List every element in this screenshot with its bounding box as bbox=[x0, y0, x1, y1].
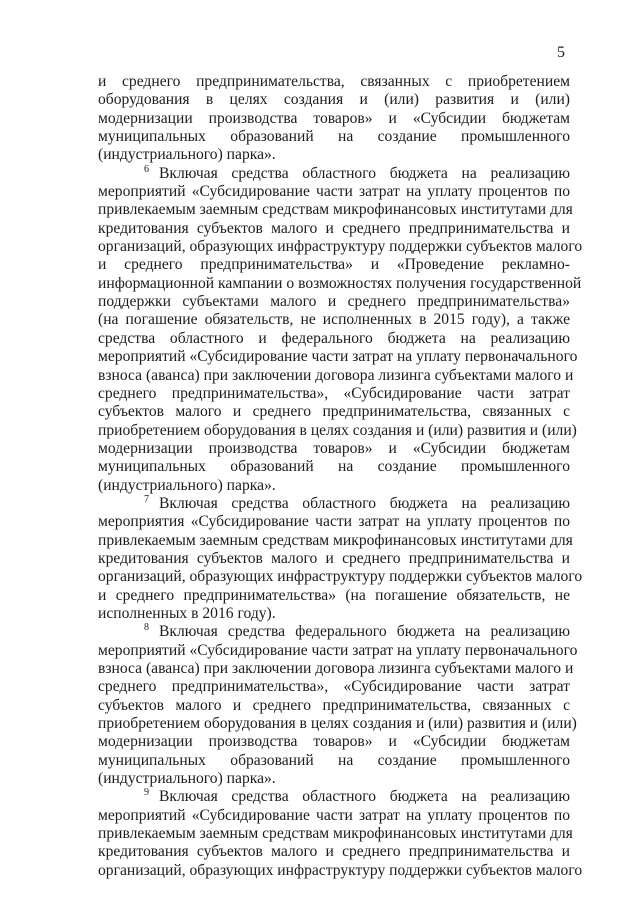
line-text: Включая средства областного бюджета на реализацию bbox=[159, 788, 570, 806]
text-line bbox=[98, 403, 570, 421]
line-text: (на погашение обязательств, не исполненных в 2015 году), а также bbox=[98, 311, 570, 329]
text-line bbox=[98, 274, 582, 293]
footnote-block bbox=[98, 787, 583, 880]
text-line bbox=[98, 605, 570, 623]
line-text: привлекаемым заемным средствам микрофинансовых институтами для bbox=[98, 531, 573, 549]
line-text: (индустриального) парка». bbox=[98, 770, 276, 788]
text-line bbox=[98, 73, 570, 91]
line-text: мероприятий «Субсидирование части затрат на уплату первоначального bbox=[98, 641, 578, 659]
line-text: (индустриального) парка». bbox=[98, 476, 276, 494]
line-text: взноса (аванса) при заключении договора лизинга субъектами малого и bbox=[98, 366, 574, 384]
text-line bbox=[98, 678, 570, 696]
text-line bbox=[98, 128, 570, 146]
footnote-marker: 7 bbox=[144, 493, 149, 505]
footnote-block bbox=[98, 163, 583, 495]
line-text: кредитования субъектов малого и среднего предпринимательства и bbox=[98, 549, 570, 567]
text-line bbox=[98, 348, 578, 366]
line-text: поддержки субъектами малого и среднего предпринимательства» bbox=[98, 293, 570, 311]
text-line bbox=[98, 293, 570, 311]
text-line bbox=[98, 531, 573, 550]
line-text: взноса (аванса) при заключении договора лизинга субъектами малого и bbox=[98, 660, 574, 677]
text-line bbox=[98, 238, 583, 256]
text-line bbox=[98, 458, 570, 476]
document-body bbox=[98, 73, 583, 880]
line-text: и среднего предпринимательства» и «Проведение рекламно- bbox=[98, 256, 570, 274]
line-text: привлекаемым заемным средствам микрофинансовых институтами для bbox=[98, 201, 573, 219]
text-line bbox=[98, 183, 570, 201]
text-line bbox=[98, 733, 570, 751]
text-line bbox=[98, 587, 570, 605]
line-text: (индустриального) парка». bbox=[98, 146, 276, 164]
line-text: привлекаемым заемным средствам микрофинансовых институтами для bbox=[98, 825, 573, 843]
footnote-block bbox=[98, 493, 583, 623]
text-line bbox=[98, 770, 570, 788]
line-text: мероприятий «Субсидирование части затрат на уплату процентов по bbox=[98, 806, 570, 824]
text-line bbox=[98, 752, 570, 770]
text-line bbox=[98, 256, 570, 274]
line-text: и среднего предпринимательства, связанных с приобретением bbox=[98, 73, 570, 90]
page-number: 5 bbox=[557, 44, 565, 61]
text-line bbox=[98, 825, 573, 843]
line-text: модернизации производства товаров» и «Субсидии бюджетам bbox=[98, 439, 570, 457]
text-line bbox=[98, 366, 574, 385]
line-text: среднего предпринимательства», «Субсидирование части затрат bbox=[98, 384, 570, 402]
text-line bbox=[98, 440, 570, 458]
line-text: средства областного и федерального бюджета на реализацию bbox=[98, 329, 570, 347]
line-text: организаций, образующих инфраструктуру поддержки субъектов малого bbox=[98, 861, 583, 879]
line-text: оборудования в целях создания и (или) развития и (или) bbox=[98, 91, 570, 109]
text-line bbox=[98, 807, 570, 825]
line-text: организаций, образующих инфраструктуру поддержки субъектов малого bbox=[98, 568, 583, 586]
line-text: муниципальных образований на создание промышленного bbox=[98, 751, 570, 769]
text-line bbox=[98, 623, 570, 641]
line-text: муниципальных образований на создание промышленного bbox=[98, 458, 570, 476]
text-line bbox=[98, 421, 577, 440]
text-line bbox=[98, 330, 570, 348]
text-line bbox=[98, 550, 570, 568]
text-line bbox=[98, 165, 570, 183]
text-line bbox=[98, 201, 573, 219]
text-line bbox=[98, 843, 570, 861]
line-text: модернизации производства товаров» и «Субсидии бюджетам bbox=[98, 733, 570, 751]
text-line bbox=[98, 91, 570, 109]
text-line bbox=[98, 861, 583, 880]
text-line bbox=[98, 110, 570, 128]
line-text: модернизации производства товаров» и «Субсидии бюджетам bbox=[98, 109, 570, 127]
text-line bbox=[98, 495, 570, 513]
text-line bbox=[98, 641, 578, 660]
text-line bbox=[98, 697, 570, 715]
footnote-block bbox=[98, 73, 570, 165]
line-text: организаций, образующих инфраструктуру поддержки субъектов малого bbox=[98, 238, 583, 256]
text-line bbox=[98, 788, 570, 806]
line-text: мероприятия «Субсидирование части затрат на уплату процентов по bbox=[98, 513, 570, 531]
footnote-marker: 8 bbox=[144, 622, 149, 634]
line-text: и среднего предпринимательства» (на погашение обязательств, не bbox=[98, 586, 570, 604]
text-line bbox=[98, 220, 570, 238]
line-text: субъектов малого и среднего предпринимательства, связанных с bbox=[98, 696, 570, 714]
line-text: кредитования субъектов малого и среднего предпринимательства и bbox=[98, 843, 570, 861]
line-text: Включая средства федерального бюджета на реализацию bbox=[159, 623, 570, 641]
line-text: исполненных в 2016 году). bbox=[98, 604, 276, 622]
text-line bbox=[98, 715, 577, 733]
footnote-block bbox=[98, 622, 578, 788]
text-line bbox=[98, 660, 574, 678]
text-line bbox=[98, 568, 583, 586]
line-text: муниципальных образований на создание промышленного bbox=[98, 128, 570, 146]
line-text: кредитования субъектов малого и среднего предпринимательства и bbox=[98, 219, 570, 237]
text-line bbox=[98, 513, 570, 531]
line-text: субъектов малого и среднего предпринимательства, связанных с bbox=[98, 403, 570, 421]
text-line bbox=[98, 146, 570, 164]
line-text: Включая средства областного бюджета на реализацию bbox=[159, 164, 570, 182]
line-text: приобретением оборудования в целях создания и (или) развития и (или) bbox=[98, 715, 577, 733]
line-text: мероприятий «Субсидирование части затрат на уплату первоначального bbox=[98, 348, 578, 366]
line-text: среднего предпринимательства», «Субсидирование части затрат bbox=[98, 678, 570, 696]
text-line bbox=[98, 311, 570, 329]
text-line bbox=[98, 385, 570, 403]
footnote-marker: 9 bbox=[144, 787, 149, 799]
text-line bbox=[98, 477, 570, 495]
line-text: приобретением оборудования в целях создания и (или) развития и (или) bbox=[98, 421, 577, 439]
line-text: информационной кампании о возможностях получения государственной bbox=[98, 274, 582, 292]
line-text: мероприятий «Субсидирование части затрат на уплату процентов по bbox=[98, 183, 570, 201]
footnote-marker: 6 bbox=[144, 163, 149, 175]
line-text: Включая средства областного бюджета на реализацию bbox=[159, 494, 570, 512]
